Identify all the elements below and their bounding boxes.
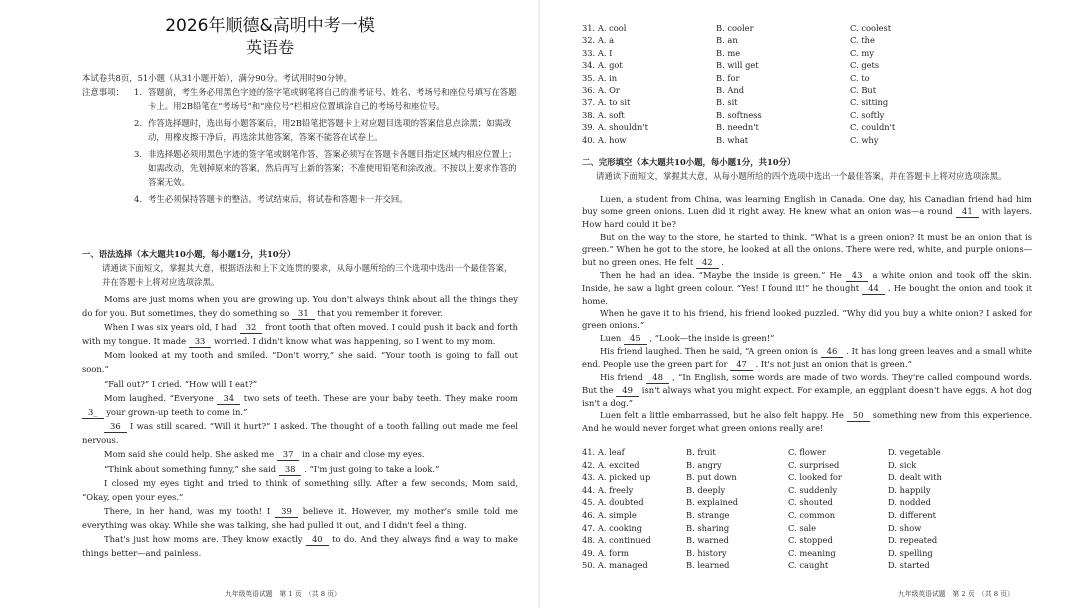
option-choice: C. meaning — [788, 547, 836, 558]
paragraph-text: Luen, a student from China, was learning English in Canada. One day, his Canadian friend had him buy some green onions. Luen did it right away. He knew what an onion was—a round — [582, 194, 1032, 217]
option-choice: 32. A. a — [582, 35, 615, 46]
paragraph — [82, 448, 518, 462]
option-choice: 49. A. form — [582, 547, 629, 558]
option-row — [582, 96, 1022, 108]
option-row — [582, 47, 1022, 59]
note-item — [134, 116, 518, 144]
option-choice: 35. A. in — [582, 72, 618, 83]
option-row — [582, 559, 1022, 572]
blank-number: 39 — [275, 506, 298, 518]
option-choice: B. put down — [686, 472, 737, 483]
paragraph — [582, 345, 1032, 371]
paragraph-text: that you remember it forever. — [317, 307, 444, 318]
paragraph-text: Mom looked at my tooth and smiled. “Don't worry,” she said. “Your tooth is going to fall out soon.” — [82, 350, 518, 375]
paragraph-text: . He bought the onion and took it home. — [582, 282, 1032, 306]
option-choice: C. why — [850, 134, 879, 145]
option-choice: C. shouted — [788, 497, 833, 508]
option-choice: C. the — [850, 35, 875, 46]
paragraph — [82, 420, 518, 448]
option-row — [582, 109, 1022, 121]
option-choice: C. sitting — [850, 97, 889, 108]
exam-intro: 本试卷共8页，51小题（从31小题开始），满分90分。考试用时90分钟。 — [82, 73, 352, 83]
note-item — [134, 192, 518, 206]
paragraph-text: Luen felt a little embarrassed, but he also felt happy. He — [600, 410, 844, 421]
option-row — [582, 446, 1022, 459]
option-choice: D. show — [888, 522, 922, 533]
option-choice: B. me — [716, 47, 741, 58]
exam-title: 2026年顺德&高明中考一模 — [165, 16, 375, 36]
paragraph-text: , “In English, some words are made of two words. They're called compound words. But the — [582, 371, 1032, 395]
paragraph — [82, 293, 518, 321]
blank-number: 36 — [104, 421, 127, 433]
grammar-passage — [82, 293, 518, 562]
note-number: 4. — [134, 194, 142, 204]
note-text: 作答选择题时，选出每小题答案后，用2B铅笔把答题卡上对应题目选项的答案信息点涂黑；如需改动，用橡皮擦干净后，再选涂其他答案，答案不能答在试卷上。 — [148, 118, 512, 142]
paragraph-text: believe it. However, my mother's smile told me everything was okay. While she was talking, she had pulled it out, and I didn't feel a thing. — [82, 506, 518, 531]
option-choice: B. sit — [716, 97, 738, 108]
option-choice: D. dealt with — [888, 472, 942, 483]
note-text: 非选择题必须用黑色字迹的签字笔或钢笔作答，答案必须写在答题卡各题目指定区域内相应位置上；如需改动，先划掉原来的答案，然后再写上新的答案；不准使用铅笔和涂改液。不按以上要求作答的答案无效。 — [148, 149, 517, 187]
paragraph-text: . — [721, 256, 724, 267]
option-choice: 48. A. continued — [582, 535, 651, 546]
option-choice: C. looked for — [788, 472, 842, 483]
paragraph-text: . It has long green leaves and a small white end. People use the green part for — [582, 345, 1032, 369]
paragraph-text: When I was six years old, I had — [104, 322, 237, 333]
option-row — [582, 84, 1022, 96]
option-choice: 37. A. to sit — [582, 97, 631, 108]
paragraph — [82, 505, 518, 533]
section-1-instructions: 请通读下面短文，掌握其大意，根据语法和上下文连贯的要求，从每小题所给的三个选项中选出一个最佳答案，并在答题卡上将对应选项涂黑。 — [102, 263, 513, 287]
option-choice: D. repeated — [888, 535, 938, 546]
option-choice: D. sick — [888, 459, 917, 470]
paragraph-text: in a chair and close my eyes. — [302, 449, 425, 460]
option-choice: B. learned — [686, 560, 730, 571]
cloze-options — [582, 446, 1022, 572]
paragraph — [82, 477, 518, 505]
option-row — [582, 121, 1022, 133]
paragraph-text: front tooth that often moved. I could push it back and forth with my tongue. It made — [82, 322, 518, 346]
blank-number: 49 — [616, 385, 639, 397]
paragraph-text: Luen — [600, 332, 622, 343]
paragraph-text: “Think about something funny,” she said — [104, 463, 277, 474]
paragraph — [582, 307, 1032, 332]
option-choice: C. gets — [850, 60, 880, 71]
blank-number: 50 — [847, 410, 870, 422]
option-choice: C. common — [788, 509, 836, 520]
page-footer: 九年级英语试题 第 1 页 （共 8 页） — [225, 590, 341, 598]
exam-page-2 — [540, 0, 1080, 608]
note-number: 1. — [134, 87, 142, 97]
section-1-title: 一、语法选择（本大题共10小题，每小题1分，共10分） — [82, 249, 296, 259]
option-row — [582, 59, 1022, 71]
option-row — [582, 547, 1022, 560]
option-choice: 36. A. Or — [582, 85, 620, 96]
paragraph-text: something new from this experience. And he would never forget what green onions really are! — [582, 410, 1033, 434]
option-row — [582, 496, 1022, 509]
option-choice: 46. A. simple — [582, 509, 637, 520]
option-choice: 41. A. leaf — [582, 447, 625, 457]
option-choice: C. suddenly — [788, 484, 838, 495]
note-item — [134, 147, 518, 189]
paragraph-text: But on the way to the store, he started to think. “What is a green onion? It must be an onion that is green.” When he got to the store, he looked at all the onions. There were red, white, and purple onions—but no green ones. He felt — [582, 231, 1032, 267]
note-text: 答题前，考生务必用黑色字迹的签字笔或钢笔将自己的准考证号、姓名、考场号和座位号填写在答题卡上。用2B铅笔在“考场号”和“座位号”栏相应位置填涂自己的考场号和座位号。 — [148, 87, 517, 111]
paragraph — [582, 193, 1032, 231]
option-choice: B. explained — [686, 497, 739, 508]
section-2-title: 二、完形填空（本大题共10小题，每小题1分，共10分） — [582, 157, 796, 167]
note-text: 考生必须保持答题卡的整洁。考试结束后，将试卷和答题卡一并交回。 — [148, 194, 408, 204]
note-item — [134, 85, 518, 113]
option-row — [582, 484, 1022, 497]
paragraph — [582, 231, 1032, 269]
option-choice: B. fruit — [686, 447, 716, 457]
paragraph-text: , “Look—the inside is green!” — [649, 332, 775, 343]
option-choice: C. surprised — [788, 459, 840, 470]
option-choice: B. deeply — [686, 484, 726, 495]
paragraph — [82, 349, 518, 377]
option-choice: B. history — [686, 547, 727, 558]
paragraph-text: . It's not just an onion that is green.” — [755, 358, 912, 369]
paragraph-text: to do. And they always find a way to make things better—and painless. — [82, 534, 518, 559]
option-row — [582, 459, 1022, 472]
blank-number: 47 — [730, 359, 753, 371]
option-row — [582, 471, 1022, 484]
option-choice: 38. A. soft — [582, 109, 625, 120]
option-choice: 50. A. managed — [582, 560, 648, 571]
blank-number: 48 — [646, 372, 669, 384]
section-2 — [582, 155, 1032, 183]
option-choice: 44. A. freely — [582, 484, 634, 495]
blank-number: 37 — [277, 449, 300, 461]
paragraph-text: I closed my eyes tight and tried to think of something silly. After a few seconds, Mom said, “Okay, open your eyes.” — [82, 478, 518, 502]
option-row — [582, 72, 1022, 84]
paragraph-text: That's just how moms are. They know exactly — [104, 534, 303, 545]
option-choice: 39. A. shouldn't — [582, 122, 648, 133]
option-choice: 31. A. cool — [582, 23, 627, 33]
option-choice: B. strange — [686, 509, 730, 520]
paragraph — [582, 269, 1032, 307]
blank-number: 33 — [189, 336, 212, 348]
option-choice: D. spelling — [888, 547, 933, 558]
option-choice: B. angry — [686, 459, 722, 470]
section-1 — [82, 247, 518, 289]
cloze-passage — [582, 193, 1032, 435]
paragraph-text: with layers. How hard could it be? — [582, 206, 1033, 230]
option-choice: D. vegetable — [888, 447, 941, 457]
blank-number: 31 — [292, 308, 315, 320]
note-number: 3. — [134, 149, 142, 159]
option-row — [582, 34, 1022, 46]
option-row — [582, 522, 1022, 535]
option-choice: B. sharing — [686, 522, 730, 533]
option-choice: 40. A. how — [582, 134, 627, 145]
note-number: 2. — [134, 118, 142, 128]
paragraph-text: When he gave it to his friend, his friend looked puzzled. “Why did you buy a white onion? I asked for green onions.” — [582, 308, 1032, 331]
blank-number: 41 — [956, 206, 979, 218]
paragraph-text: There, in her hand, was my tooth! I — [104, 506, 271, 517]
option-choice: 34. A. got — [582, 60, 623, 71]
paragraph-text: . “I'm just going to take a look.” — [304, 463, 440, 474]
paragraph-text: Then he had an idea. “Maybe the inside is green.” He — [600, 269, 842, 280]
paragraph — [582, 332, 1032, 345]
option-choice: B. And — [716, 85, 745, 96]
option-choice: 47. A. cooking — [582, 522, 643, 533]
option-choice: D. started — [888, 560, 930, 571]
option-choice: 45. A. doubted — [582, 497, 644, 508]
paragraph — [82, 392, 518, 420]
option-choice: B. will get — [716, 60, 759, 71]
option-choice: B. needn't — [716, 122, 759, 133]
option-choice: B. what — [716, 134, 749, 145]
blank-number: 3_ — [82, 407, 104, 419]
option-choice: 42. A. excited — [582, 459, 640, 470]
paragraph-text: Moms are just moms when you are growing up. You don't always think about all the things they do for you. But sometimes, they do something so — [82, 294, 518, 318]
paragraph-text: a white onion and took off the skin. Inside, he saw a light green colour. “Yes! I found it!” he thought — [582, 269, 1032, 293]
option-choice: D. different — [888, 509, 936, 520]
option-choice: D. nodded — [888, 497, 931, 508]
paragraph-text: His friend laughed. Then he said, “A green onion is — [600, 345, 818, 356]
paragraph — [82, 378, 518, 392]
blank-number: 40 — [306, 534, 329, 546]
option-choice: C. stopped — [788, 535, 833, 546]
option-choice: C. sale — [788, 522, 817, 533]
paragraph-text: Mom laughed. “Everyone — [104, 392, 214, 403]
option-choice: B. warned — [686, 535, 729, 546]
notes-label: 注意事项： — [82, 87, 124, 97]
paragraph-text: I was still scared. “Will it hurt?” I asked. The thought of a tooth falling out made me feel nervous. — [82, 421, 518, 445]
paragraph-text: two sets of teeth. These are your baby teeth. They make room — [243, 392, 518, 403]
option-row — [582, 509, 1022, 522]
exam-notes — [82, 85, 518, 209]
option-choice: 33. A. I — [582, 47, 613, 58]
option-row — [582, 22, 1022, 34]
blank-number: 32 — [240, 322, 263, 334]
blank-number: 45 — [624, 333, 647, 345]
option-choice: B. cooler — [716, 23, 754, 33]
option-choice: B. an — [716, 35, 738, 46]
option-choice: C. to — [850, 72, 870, 83]
blank-number: 42 — [696, 257, 719, 269]
option-row — [582, 134, 1022, 146]
paragraph-text: worried. I didn't know what was happening, so I went to my mom. — [214, 335, 496, 346]
option-choice: C. couldn't — [850, 122, 896, 133]
option-choice: C. But — [850, 85, 877, 96]
notes-list — [134, 85, 518, 209]
grammar-options — [582, 22, 1022, 146]
paragraph-text: isn't always what you might expect. For example, an eggplant doesn't have eggs. A hot dog isn't a dog.” — [582, 384, 1033, 408]
blank-number: 38 — [279, 464, 302, 476]
paragraph-text: “Fall out?” I cried. “How will I eat?” — [104, 378, 258, 389]
option-choice: C. coolest — [850, 23, 892, 33]
blank-number: 44 — [862, 283, 885, 295]
page-footer: 九年级英语试题 第 2 页 （共 8 页） — [898, 590, 1014, 598]
paragraph — [582, 371, 1032, 409]
option-choice: C. caught — [788, 560, 829, 571]
option-choice: C. flower — [788, 447, 826, 457]
blank-number: 34 — [217, 393, 240, 405]
blank-number: 46 — [821, 346, 844, 358]
blank-number: 43 — [846, 270, 869, 282]
paragraph-text: His friend — [600, 371, 644, 382]
paragraph-text: Mom said she could help. She asked me — [104, 449, 275, 460]
paragraph — [82, 321, 518, 349]
section-2-instructions: 请通读下面短文，掌握其大意，从每小题所给的四个选项中选出一个最佳答案，并在答题卡上将对应选项涂黑。 — [596, 171, 1007, 181]
paragraph-text: your grown-up teeth to come in.” — [106, 406, 248, 417]
option-choice: C. my — [850, 47, 874, 58]
option-choice: C. softly — [850, 109, 885, 120]
option-choice: D. happily — [888, 484, 931, 495]
option-row — [582, 534, 1022, 547]
paragraph — [582, 409, 1032, 434]
paragraph — [82, 533, 518, 561]
option-choice: B. for — [716, 72, 740, 83]
option-choice: B. softness — [716, 109, 762, 120]
exam-subtitle: 英语卷 — [245, 38, 294, 57]
paragraph — [82, 463, 518, 477]
option-choice: 43. A. picked up — [582, 472, 651, 483]
